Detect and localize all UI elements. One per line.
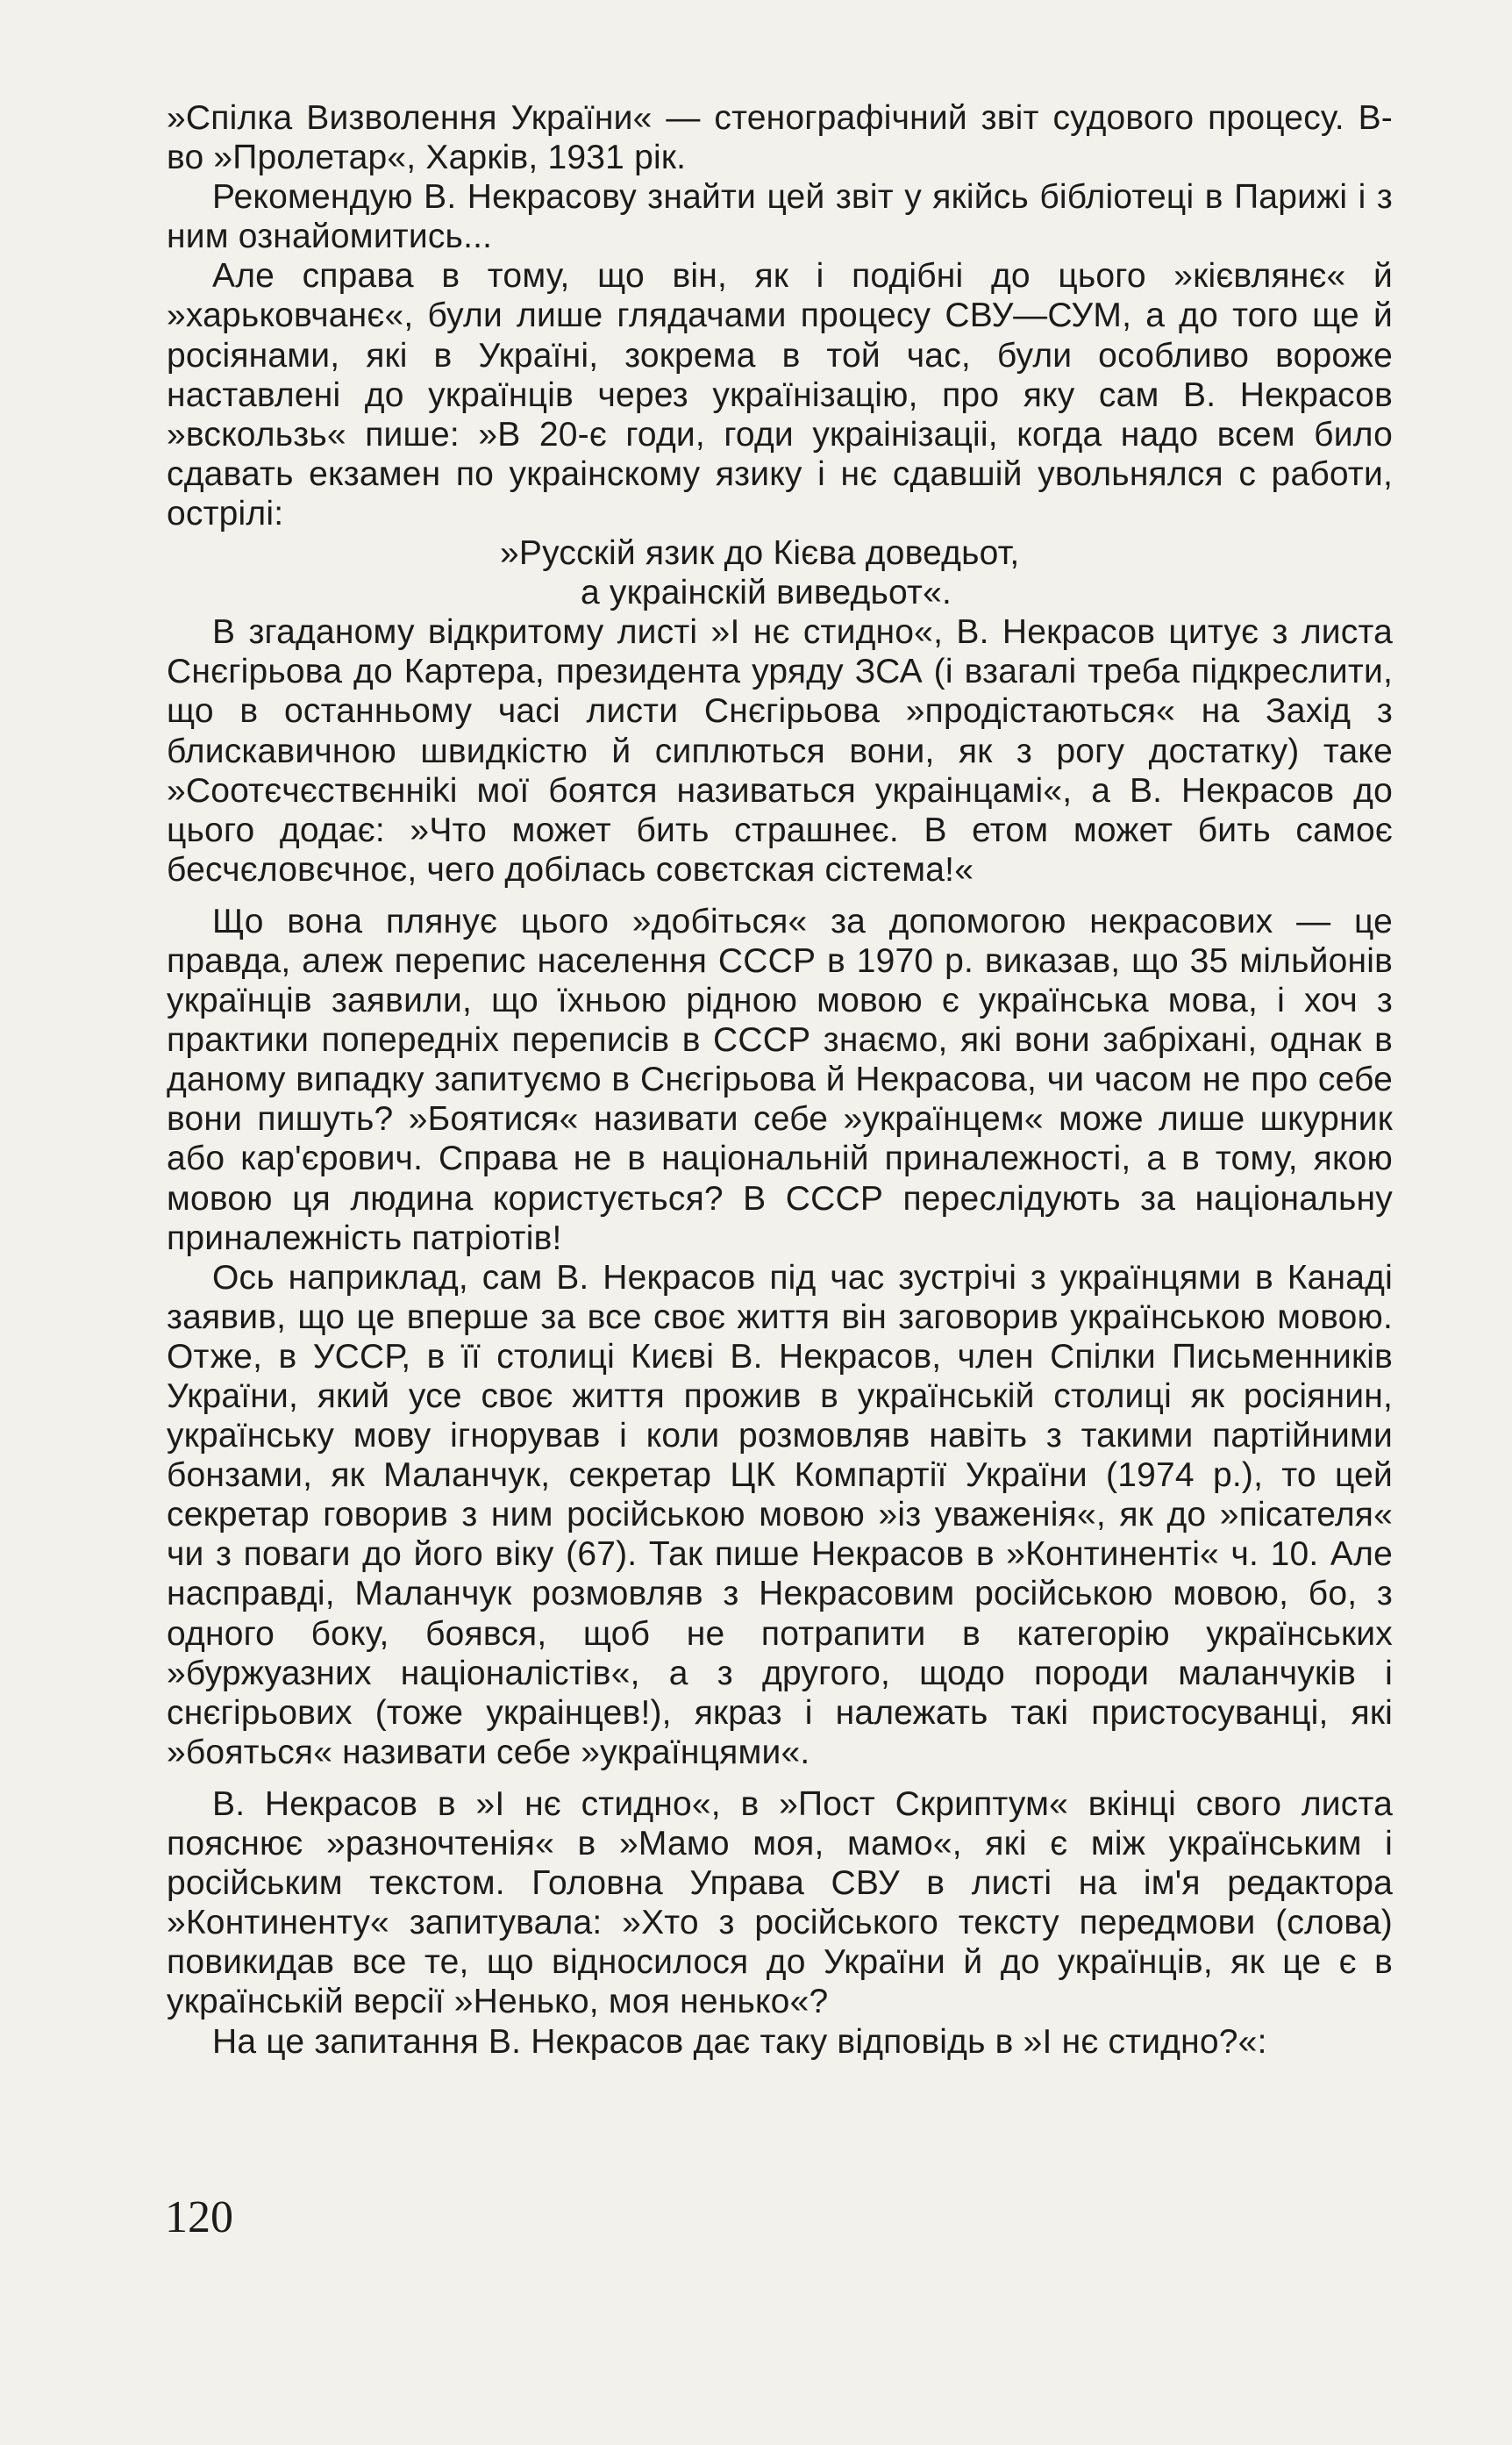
paragraph-postscript: В. Некрасов в »І нє стидно«, в »Пост Скриптум« вкінці свого листа пояснює »разночтенія« в »Мамо моя, мамо«, які є між українським і російським текстом. Головна Управа СВУ в листі на ім'я редактора »Континенту« запитувала: »Хто з російського тексту передмови (слова) повикидав все те, що відносилося до України й до українців, як це є в українській версії »Ненько, моя ненько«? xyxy=(167,1784,1393,2021)
body-text xyxy=(167,98,1393,2062)
verse-line-2: а украінскій виведьот«. xyxy=(581,574,952,612)
paragraph-recommendation: Рекомендую В. Некрасову знайти цей звіт у якійсь бібліотеці в Парижі і з ним ознайомитись... xyxy=(167,178,1393,256)
paragraph-example: Ось наприклад, сам В. Некрасов під час зустрічі з українцями в Канаді заявив, що це вперше за все своє життя він заговорив українською мовою. Отже, в УССР, в її столиці Києві В. Некрасов, член Спілки Письменників України, який усе своє життя прожив в українській столиці як росіянин, українську мову ігнорував і коли розмовляв навіть з такими партійними бонзами, як Маланчук, секретар ЦК Компартії України (1974 р.), то цей секретар говорив з ним російською мовою »із уваженія«, як до »пісателя« чи з поваги до його віку (67). Так пише Некрасов в »Континенті« ч. 10. Але насправді, Маланчук розмовляв з Некрасовим російською мовою, бо, з одного боку, боявся, щоб не потрапити в категорію українських »буржуазних націоналістів«, а з другого, щодо породи маланчуків і снєгірьових (тоже украінцев!), якраз і належать такі пристосуванці, які »бояться« називати себе »українцями«. xyxy=(167,1258,1393,1771)
paragraph-census: Що вона плянує цього »добіться« за допомогою некрасових — це правда, алеж перепис населення СССР в 1970 р. виказав, що 35 мільйонів українців заявили, що їхньою рідною мовою є українська мова, і хоч з практики попередніх переписів в СССР знаємо, які вони забріхані, однак в даному випадку запитуємо в Снєгірьова й Некрасова, чи часом не про себе вони пишуть? »Боятися« називати себе »українцем« може лише шкурник або кар'єрович. Справа не в національній приналежності, а в тому, якою мовою ця людина користується? В СССР переслідують за національну приналежність патріотів! xyxy=(167,902,1393,1257)
paragraph-context: Але справа в тому, що він, як і подібні до цього »кієвлянє« й »харьковчанє«, були лише глядачами процесу СВУ—СУМ, а до того ще й росіянами, які в Україні, зокрема в той час, були особливо вороже наставлені до українців через українізацію, про яку сам В. Некрасов »вскользь« пише: »В 20-є годи, годи украінізаціі, когда надо всем било сдавать екзамен по украінскому язику і нє сдавшій увольнялся с работи, острілі: xyxy=(167,257,1393,533)
paragraph-citation: »Спілка Визволення України« — стенографічний звіт судового процесу. В-во »Пролетар«, Харків, 1931 рік. xyxy=(167,99,1393,177)
paragraph-answer: На це запитання В. Некрасов дає таку відповідь в »І нє стидно?«: xyxy=(212,2022,1267,2061)
paragraph-open-letter: В згаданому відкритому листі »І нє стидно«, В. Некрасов цитує з листа Снєгірьова до Картера, президента уряду ЗСА (і взагалі треба підкреслити, що в останньому часі листи Снєгірьова »продістаються« на Захід з блискавичною швидкістю й сиплються вони, як з рогу достатку) таке »Соотєчєствєнніkі мої боятся називаться украінцамі«, а В. Некрасов до цього додає: »Что может бить страшнеє. В етом может бить самоє бесчєловєчноє, чего добілась совєтская сістема!« xyxy=(167,613,1393,889)
verse-line-1: »Русскій язик до Кієва доведьот, xyxy=(500,534,1020,573)
page-number: 120 xyxy=(165,2192,233,2242)
quoted-verse xyxy=(167,533,1393,612)
